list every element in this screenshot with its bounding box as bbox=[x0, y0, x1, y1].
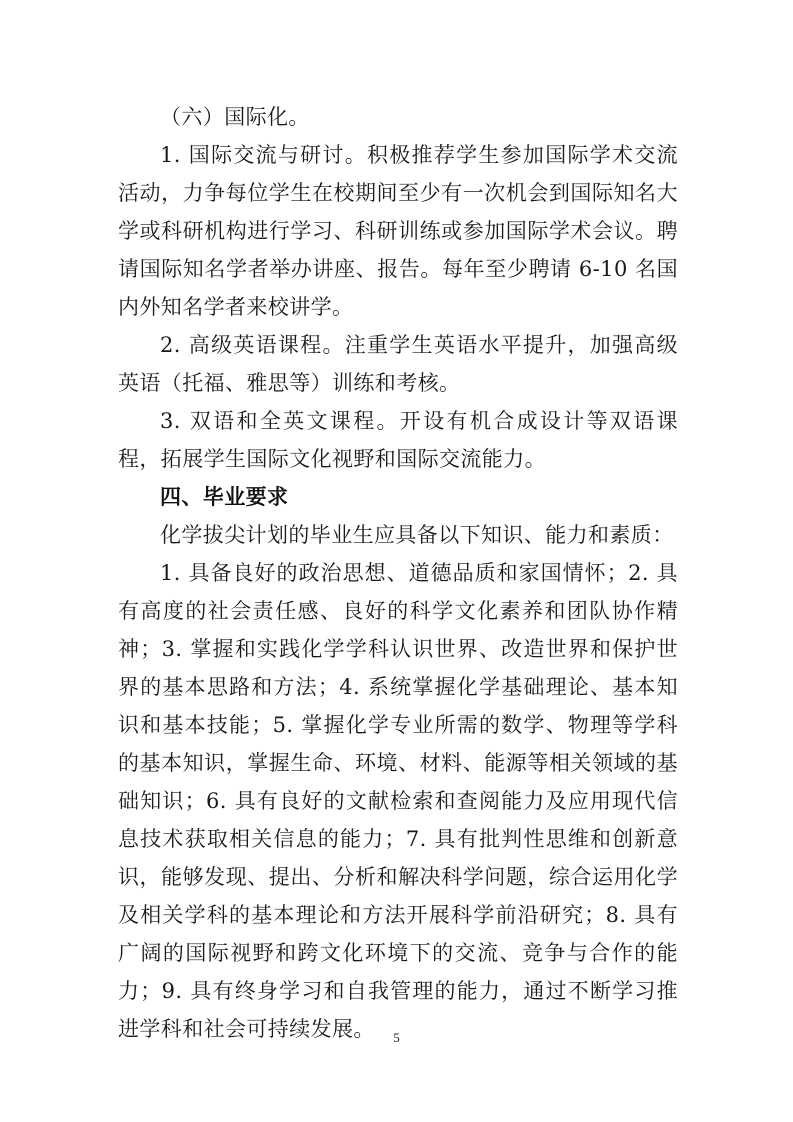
section-six-title: （六）国际化。 bbox=[160, 105, 310, 129]
internationalization-item-2: 2. 高级英语课程。注重学生英语水平提升，加强高级英语（托福、雅思等）训练和考核。 bbox=[118, 333, 678, 395]
document-body bbox=[118, 98, 678, 1048]
internationalization-item-3: 3. 双语和全英文课程。开设有机合成设计等双语课程，拓展学生国际文化视野和国际交流能力。 bbox=[118, 409, 678, 471]
page-number: 5 bbox=[393, 1030, 400, 1045]
internationalization-item-1: 1. 国际交流与研讨。积极推荐学生参加国际学术交流活动，力争每位学生在校期间至少有一次机会到国际知名大学或科研机构进行学习、科研训练或参加国际学术会议。聘请国际知名学者举办讲座、报告。每年至少聘请 6-10 名国内外知名学者来校讲学。 bbox=[118, 143, 678, 319]
graduation-intro: 化学拔尖计划的毕业生应具备以下知识、能力和素质： bbox=[160, 523, 674, 547]
graduation-requirements: 1. 具备良好的政治思想、道德品质和家国情怀；2. 具有高度的社会责任感、良好的科学文化素养和团队协作精神；3. 掌握和实践化学学科认识世界、改造世界和保护世界的基本思路和方法；4. 系统掌握化学基础理论、基本知识和基本技能；5. 掌握化学专业所需的数学、物理等学科的基本知识，掌握生命、环境、材料、能源等相关领域的基础知识；6. 具有良好的文献检索和查阅能力及应用现代信息技术获取相关信息的能力；7. 具有批判性思维和创新意识，能够发现、提出、分析和解决科学问题，综合运用化学及相关学科的基本理论和方法开展科学前沿研究；8. 具有广阔的国际视野和跨文化环境下的交流、竞争与合作的能力；9. 具有终身学习和自我管理的能力，通过不断学习推进学科和社会可持续发展。 bbox=[118, 561, 678, 1041]
section-four-heading: 四、毕业要求 bbox=[160, 485, 289, 509]
